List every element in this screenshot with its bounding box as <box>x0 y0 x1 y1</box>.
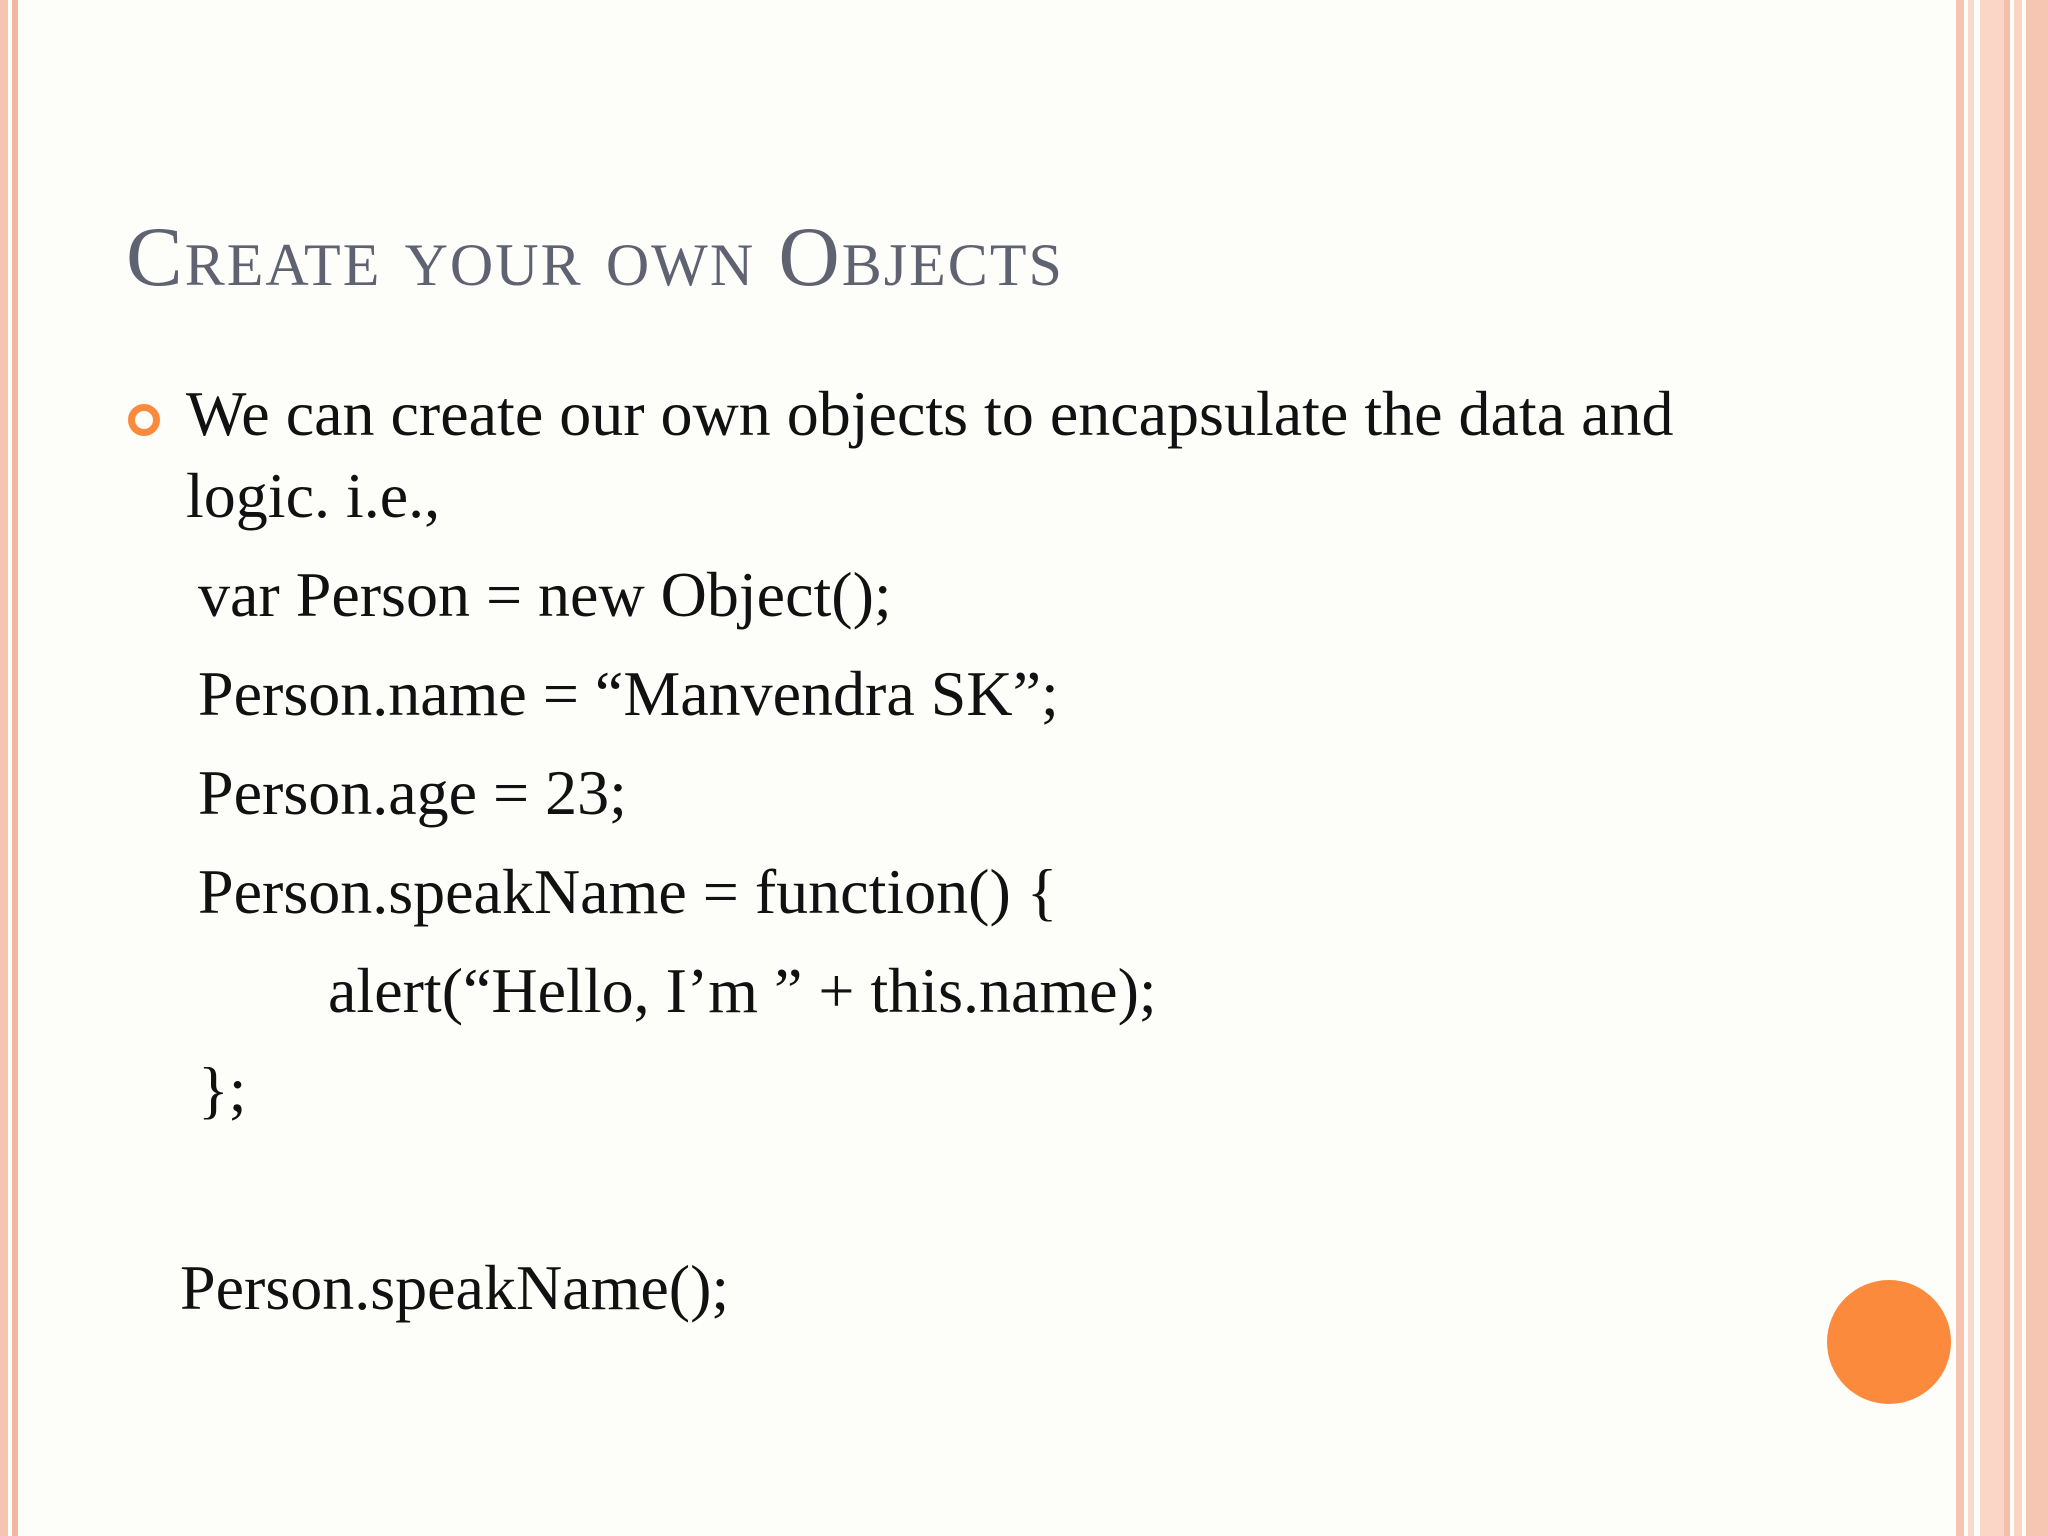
code-line: Person.name = “Manvendra SK”; <box>198 658 1059 729</box>
code-line: Person.speakName = function() { <box>198 856 1058 927</box>
right-stripe-decoration <box>2014 0 2022 1536</box>
bullet-text: We can create our own objects to encapsulate the data and logic. i.e., <box>186 378 1674 531</box>
code-line: Person.age = 23; <box>198 757 627 828</box>
left-border-line-decoration <box>12 0 18 1536</box>
code-line: }; <box>198 1054 247 1125</box>
call-line: Person.speakName(); <box>180 1252 730 1323</box>
bullet-circle-icon <box>128 404 160 436</box>
right-stripe-decoration <box>1956 0 1964 1536</box>
right-stripe-decoration <box>1980 0 2004 1536</box>
left-border-decoration <box>0 0 8 1536</box>
orange-circle-decoration <box>1827 1280 1951 1404</box>
right-stripe-decoration <box>2004 0 2010 1536</box>
right-stripe-decoration <box>2026 0 2048 1536</box>
code-line: alert(“Hello, I’m ” + this.name); <box>328 955 1157 1026</box>
right-stripe-decoration <box>1968 0 1974 1536</box>
code-line: var Person = new Object(); <box>198 559 892 630</box>
slide-title: Create your own Objects <box>126 210 1064 304</box>
